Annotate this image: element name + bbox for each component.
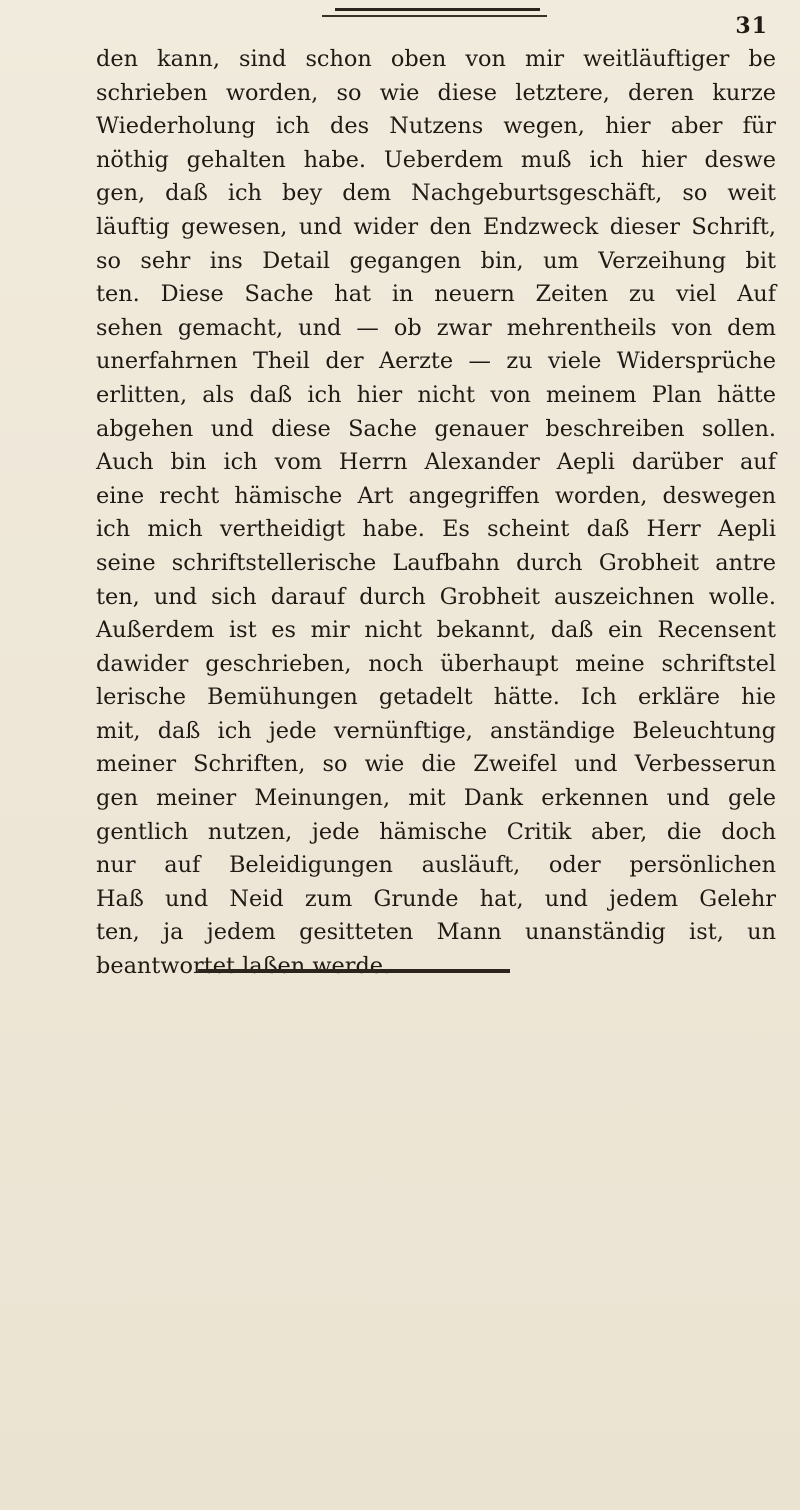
header-rule-secondary xyxy=(322,15,547,17)
text-line: ten, und sich darauf durch Grobheit auszeichnen wolle. xyxy=(96,583,776,610)
text-line: unerfahrnen Theil der Aerzte — zu viele Widersprüche xyxy=(96,348,776,375)
text-line: Wiederholung ich des Nutzens wegen, hier aber für xyxy=(96,113,776,140)
text-line: nöthig gehalten habe. Ueberdem muß ich hier deswe xyxy=(96,146,776,173)
text-line: mit, daß ich jede vernünftige, anständige Beleuchtung xyxy=(96,717,776,744)
text-line: gen meiner Meinungen, mit Dank erkennen und gele xyxy=(96,785,776,812)
text-line: lerische Bemühungen getadelt hätte. Ich erkläre hie xyxy=(96,684,776,711)
text-line: ich mich vertheidigt habe. Es scheint daß Herr Aepli xyxy=(96,516,776,543)
header-rule xyxy=(335,8,540,11)
text-line: den kann, sind schon oben von mir weitläuftiger be xyxy=(96,46,776,72)
text-line: so sehr ins Detail gegangen bin, um Verzeihung bit xyxy=(96,247,776,274)
text-line: abgehen und diese Sache genauer beschreiben sollen. xyxy=(96,415,776,442)
text-line: seine schriftstellerische Laufbahn durch Grobheit antre xyxy=(96,549,776,576)
body-paragraph xyxy=(96,43,776,984)
text-line: beantwortet laßen werde. xyxy=(96,953,391,980)
text-line: dawider geschrieben, noch überhaupt meine schriftstel xyxy=(96,650,776,677)
text-line: gentlich nutzen, jede hämische Critik aber, die doch xyxy=(96,818,776,845)
text-line: nur auf Beleidigungen ausläuft, oder persönlichen xyxy=(96,852,776,879)
text-line: Auch bin ich vom Herrn Alexander Aepli darüber auf xyxy=(96,449,776,476)
text-line: Haß und Neid zum Grunde hat, und jedem Gelehr xyxy=(96,885,776,912)
text-line: sehen gemacht, und — ob zwar mehrentheils von dem xyxy=(96,314,776,341)
page-number: 31 xyxy=(735,13,768,39)
text-line: Außerdem ist es mir nicht bekannt, daß ein Recensent xyxy=(96,617,776,644)
text-line: eine recht hämische Art angegriffen worden, deswegen xyxy=(96,482,776,509)
text-line: ten. Diese Sache hat in neuern Zeiten zu viel Auf xyxy=(96,281,776,308)
text-line: ten, ja jedem gesitteten Mann unanständig ist, un xyxy=(96,919,776,946)
text-line: läuftig gewesen, und wider den Endzweck dieser Schrift, xyxy=(96,213,776,240)
text-line: meiner Schriften, so wie die Zweifel und Verbesserun xyxy=(96,751,776,778)
text-line: erlitten, als daß ich hier nicht von meinem Plan hätte xyxy=(96,381,776,408)
text-line: schrieben worden, so wie diese letztere, deren kurze xyxy=(96,79,776,106)
footer-rule xyxy=(198,969,510,973)
text-line: gen, daß ich bey dem Nachgeburtsgeschäft, so weit xyxy=(96,180,776,207)
